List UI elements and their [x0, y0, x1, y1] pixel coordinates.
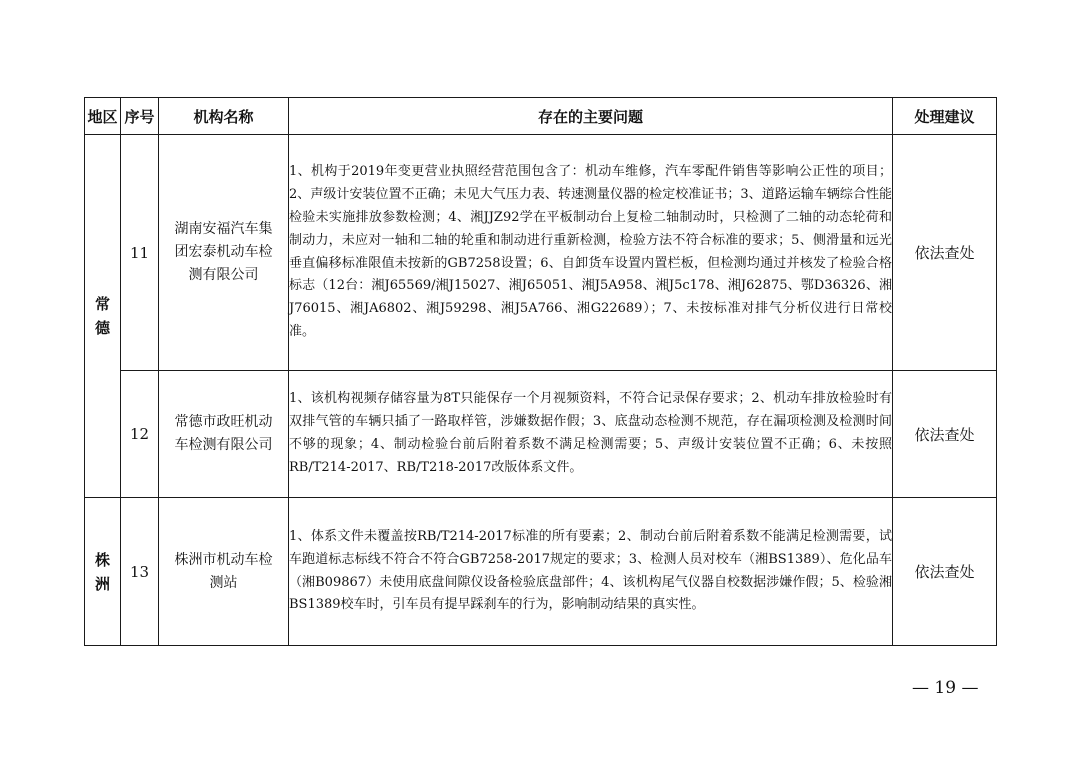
- inspection-issues-table: [84, 97, 997, 646]
- action-cell: 依法查处: [893, 135, 997, 371]
- action-cell: 依法查处: [893, 498, 997, 646]
- region-cell-changde: [85, 135, 121, 498]
- org-cell: [159, 498, 289, 646]
- region-char: 洲: [94, 574, 110, 593]
- org-line: 车检测有限公司: [174, 437, 273, 453]
- region-char: 常: [94, 295, 110, 313]
- seq-cell: 11: [121, 135, 159, 371]
- region-char: 德: [94, 319, 110, 337]
- org-line: 测站: [209, 574, 238, 591]
- issue-cell: 1、机构于2019年变更营业执照经营范围包含了：机动车维修，汽车零配件销售等影响公正性的项目；2、声级计安装位置不正确；未见大气压力表、转速测量仪器的检定校准证书；3、道路运输车辆综合性能检验未实施排放参数检测；4、湘JJZ92学在平板制动台上复检二轴制动时，只检测了二轴的动态轮荷和制动力，未应对一轴和二轴的轮重和制动进行重新检测，检验方法不符合标准的要求；5、侧滑量和远光垂直偏移标准限值未按新的GB7258设置；6、自卸货车设置内置栏板，但检测均通过并核发了检验合格标志（12台：湘J65569/湘J15027、湘J65051、湘J5A958、湘J5c178、湘J62875、鄂D36326、湘J76015、湘JA6802、湘J59298、湘J5A766、湘G22689）；7、未按标准对排气分析仪进行日常校准。: [289, 135, 893, 371]
- header-region: 地区: [85, 98, 121, 135]
- org-cell: [159, 371, 289, 498]
- seq-cell: 12: [121, 371, 159, 498]
- table-header-row: [85, 98, 997, 135]
- region-char: 株: [94, 550, 110, 569]
- org-line: 常德市政旺机动: [174, 414, 273, 430]
- org-line: 湖南安福汽车集: [174, 221, 273, 237]
- issue-cell: 1、该机构视频存储容量为8T只能保存一个月视频资料，不符合记录保存要求；2、机动车排放检验时有双排气管的车辆只插了一路取样管，涉嫌数据作假；3、底盘动态检测不规范，存在漏项检测及检测时间不够的现象；4、制动检验台前后附着系数不满足检测需要；5、声级计安装位置不正确；6、未按照RB/T214-2017、RB/T218-2017改版体系文件。: [289, 371, 893, 498]
- issue-cell: 1、体系文件未覆盖按RB/T214-2017标准的所有要素；2、制动台前后附着系数不能满足检测需要，试车跑道标志标线不符合不符合GB7258-2017规定的要求；3、检测人员对校车（湘BS1389）、危化品车（湘B09867）未使用底盘间隙仪设备检验底盘部件；4、该机构尾气仪器自校数据涉嫌作假；5、检验湘BS1389校车时，引车员有提早踩刹车的行为，影响制动结果的真实性。: [289, 498, 893, 646]
- region-cell-zhuzhou: [85, 498, 121, 646]
- table-row: [85, 371, 997, 498]
- seq-cell: 13: [121, 498, 159, 646]
- page-number: — 19 —: [912, 678, 979, 698]
- org-cell: [159, 135, 289, 371]
- table-row: [85, 498, 997, 646]
- org-line: 团宏泰机动车检: [174, 244, 273, 260]
- org-line: 株洲市机动车检: [174, 551, 273, 568]
- header-issue: 存在的主要问题: [289, 98, 893, 135]
- table-row: [85, 135, 997, 371]
- header-action: 处理建议: [893, 98, 997, 135]
- action-cell: 依法查处: [893, 371, 997, 498]
- header-org: 机构名称: [159, 98, 289, 135]
- org-line: 测有限公司: [188, 267, 259, 283]
- header-seq: 序号: [121, 98, 159, 135]
